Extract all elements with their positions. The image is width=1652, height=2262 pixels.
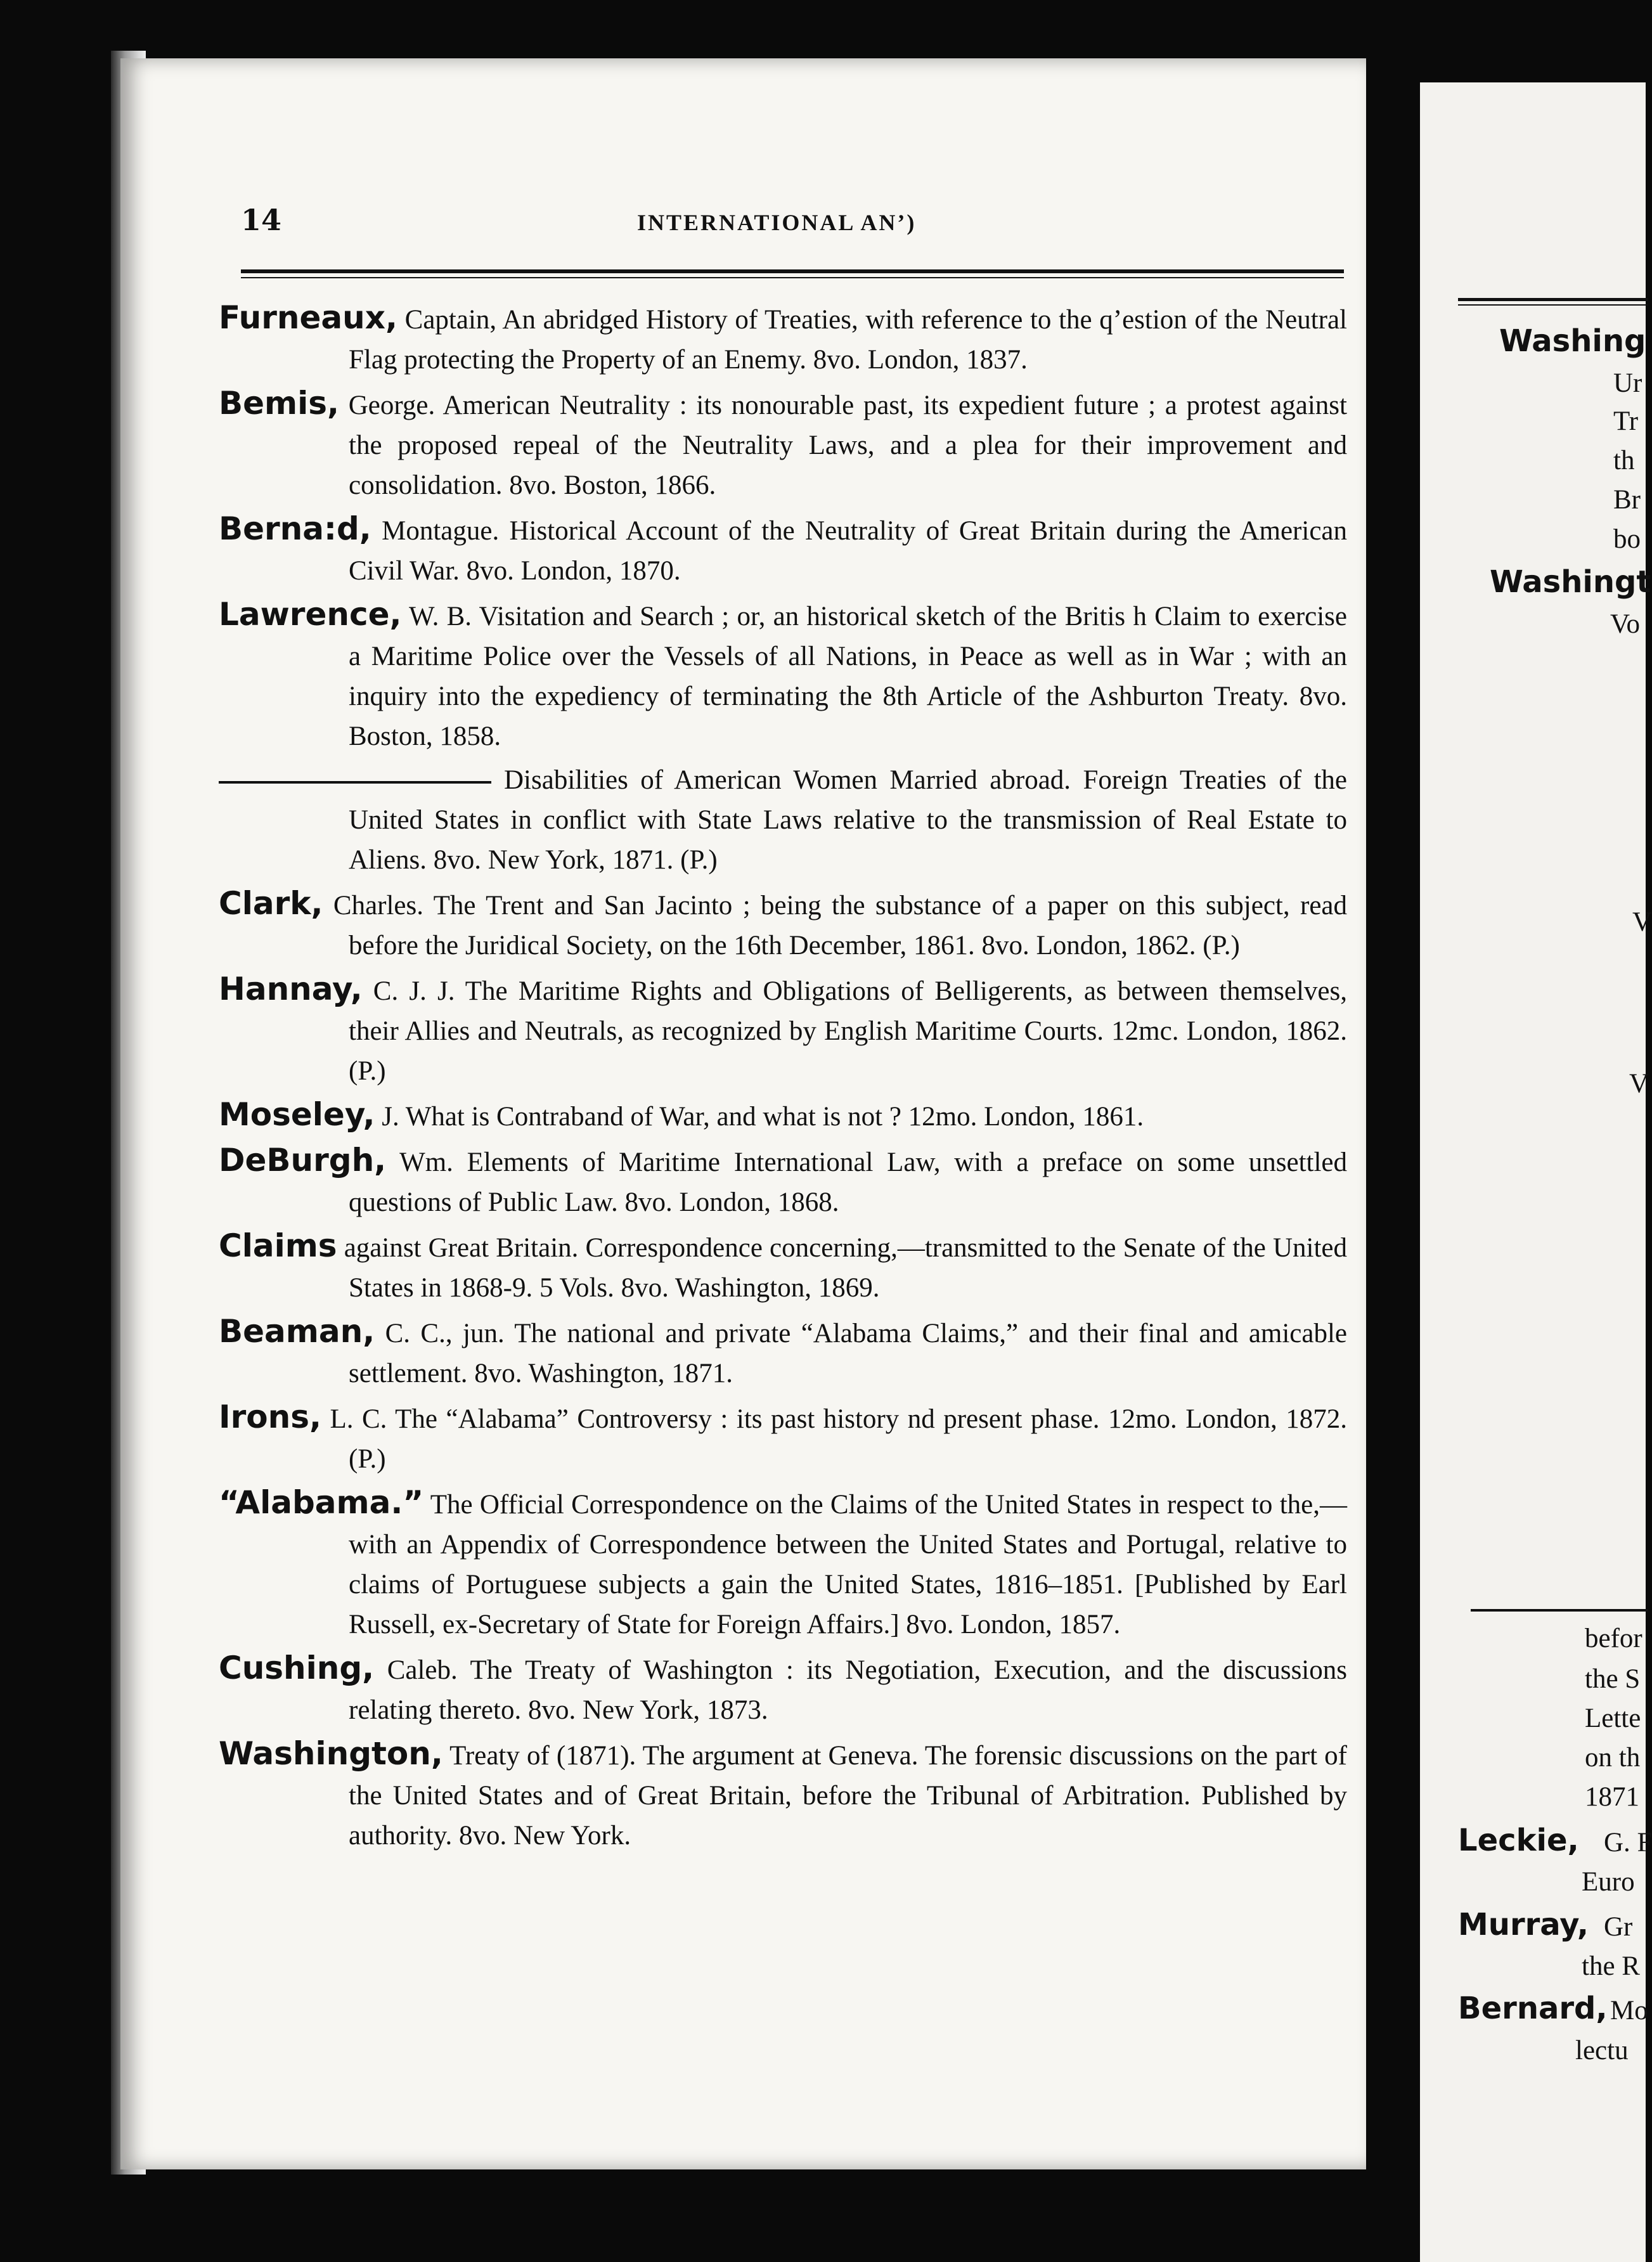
fragment: Br bbox=[1613, 485, 1641, 515]
bibliography-entry bbox=[219, 1483, 1347, 1645]
header-rule bbox=[241, 269, 1344, 273]
entry-author: Lawrence, bbox=[219, 596, 402, 633]
bibliography-entry bbox=[219, 1095, 1347, 1137]
entry-text: Disabilities of American Women Married abroad. Foreign Treaties of the United States in conflict with State Laws relative to the transmission of Real Estate to Aliens. 8vo. New York, 1871. (P.) bbox=[349, 765, 1347, 875]
bibliography-entry bbox=[219, 1397, 1347, 1479]
adjacent-header-rule-thin bbox=[1458, 304, 1648, 306]
entry-text: The Official Correspondence on the Claims of the United States in respect to the,—with an Appendix of Correspondence between the United States and Portugal, relative to claims of Portuguese subjects a gain the United States, 1816–1851. [Published by Earl Russell, ex-Secretary of State for Foreign Affairs.] 8vo. London, 1857. bbox=[349, 1490, 1347, 1639]
entry-text: Treaty of (1871). The argument at Geneva. The forensic discussions on the part of the United States and of Great Britain, before the Tribunal of Arbitration. Published by authority. 8vo. New York. bbox=[349, 1741, 1347, 1851]
bibliography-entry bbox=[219, 969, 1347, 1091]
entry-text: Captain, An abridged History of Treaties, with reference to the q’estion of the Neutral Flag protecting the Property of an Enemy. 8vo. London, 1837. bbox=[349, 305, 1347, 375]
bibliography-entry bbox=[219, 595, 1347, 756]
entry-author: Furneaux, bbox=[219, 299, 398, 336]
fragment: Lette bbox=[1585, 1703, 1641, 1733]
bibliography-entry bbox=[219, 1734, 1347, 1856]
bibliography-entry bbox=[219, 384, 1347, 505]
fragment: V bbox=[1632, 907, 1652, 937]
running-title: INTERNATIONAL AN’) bbox=[637, 210, 917, 235]
fragment: V bbox=[1629, 1069, 1649, 1099]
fragment: the S bbox=[1585, 1664, 1641, 1694]
bibliography-entry bbox=[219, 1648, 1347, 1730]
entry-author: Beaman, bbox=[219, 1313, 375, 1350]
entry-text: W. B. Visitation and Search ; or, an historical sketch of the Britis h Claim to exercise a Maritime Police over the Vessels of all Nations, in Peace as well as in War ; with an inquiry into the expediency of terminating the 8th Article of the Ashburton Treaty. 8vo. Boston, 1858. bbox=[349, 602, 1347, 751]
fragment: 1871 bbox=[1585, 1782, 1639, 1812]
entry-text: against Great Britain. Correspondence concerning,—transmitted to the Senate of the United States in 1868-9. 5 Vols. 8vo. Washington, 1869. bbox=[337, 1233, 1347, 1303]
entry-author: Berna:d, bbox=[219, 510, 371, 547]
entry-author: Moseley, bbox=[219, 1096, 375, 1133]
entry-author: Irons, bbox=[219, 1399, 321, 1435]
entry-text: George. American Neutrality : its nonourable past, its expedient future ; a protest against the proposed repeal of the Neutrality Laws, and a plea for their improvement and consolidation. 8vo. Boston, 1866. bbox=[339, 391, 1347, 500]
adjacent-ditto-rule bbox=[1471, 1609, 1648, 1612]
header-rule-thin bbox=[241, 277, 1344, 278]
fragment: Leckie, bbox=[1458, 1823, 1579, 1858]
fragment: G. F bbox=[1604, 1828, 1652, 1858]
fragment: Tr bbox=[1613, 406, 1639, 436]
fragment: Euro bbox=[1582, 1867, 1635, 1897]
bibliography-entry bbox=[219, 1226, 1347, 1308]
fragment: Gr bbox=[1604, 1912, 1633, 1942]
page-number: 14 bbox=[241, 203, 282, 237]
fragment: on th bbox=[1585, 1743, 1641, 1773]
ditto-dash bbox=[219, 781, 491, 784]
entry-text: C. J. J. The Maritime Rights and Obligations of Belligerents, as between themselves, their Allies and Neutrals, as recognized by English Maritime Courts. 12mc. London, 1862. (P.) bbox=[349, 976, 1347, 1086]
fragment: Vo bbox=[1610, 609, 1641, 639]
entry-author: “Alabama.” bbox=[219, 1484, 424, 1521]
fragment: the R bbox=[1582, 1951, 1640, 1981]
bibliography-entry bbox=[219, 1141, 1347, 1222]
adjacent-page bbox=[1420, 82, 1652, 2262]
fragment: Murray, bbox=[1458, 1907, 1589, 1942]
bibliography-entry bbox=[219, 884, 1347, 966]
entry-text: Caleb. The Treaty of Washington : its Negotiation, Execution, and the discussions relating thereto. 8vo. New York, 1873. bbox=[349, 1655, 1347, 1725]
entry-author: Washington, bbox=[219, 1735, 443, 1772]
entry-author: Claims bbox=[219, 1227, 337, 1264]
fragment: Washingt bbox=[1490, 564, 1651, 600]
adjacent-header-rule bbox=[1458, 298, 1648, 301]
bibliography-entry-ditto bbox=[219, 760, 1347, 880]
fragment: Mo bbox=[1610, 1996, 1648, 2026]
entry-text: Charles. The Trent and San Jacinto ; being the substance of a paper on this subject, read before the Juridical Society, on the 16th December, 1861. 8vo. London, 1862. (P.) bbox=[323, 891, 1347, 960]
entry-author: Bemis, bbox=[219, 385, 340, 422]
fragment: befor bbox=[1585, 1624, 1642, 1653]
fragment: Bernard, bbox=[1458, 1991, 1608, 2026]
entry-author: Clark, bbox=[219, 885, 323, 922]
entry-text: C. C., jun. The national and private “Alabama Claims,” and their final and amicable settlement. 8vo. Washington, 1871. bbox=[349, 1319, 1347, 1388]
fragment: lectu bbox=[1575, 2036, 1629, 2065]
fragment: bo bbox=[1613, 524, 1641, 554]
entry-author: Hannay, bbox=[219, 971, 363, 1007]
fragment: Washing bbox=[1499, 323, 1646, 359]
running-head bbox=[241, 203, 1344, 247]
entry-author: DeBurgh, bbox=[219, 1142, 387, 1179]
entry-text: J. What is Contraband of War, and what is not ? 12mo. London, 1861. bbox=[375, 1102, 1144, 1132]
bibliography-entry bbox=[219, 1312, 1347, 1393]
entry-text: Montague. Historical Account of the Neutrality of Great Britain during the American Civil War. 8vo. London, 1870. bbox=[349, 516, 1347, 586]
fragment: Ur bbox=[1613, 368, 1642, 398]
bibliography-entry bbox=[219, 298, 1347, 380]
page-gutter bbox=[1395, 76, 1423, 2262]
bibliography-list bbox=[219, 298, 1347, 1859]
bibliography-entry bbox=[219, 509, 1347, 591]
entry-author: Cushing, bbox=[219, 1650, 375, 1686]
entry-text: Wm. Elements of Maritime International Law, with a preface on some unsettled questions of Public Law. 8vo. London, 1868. bbox=[349, 1147, 1347, 1217]
entry-text: L. C. The “Alabama” Controversy : its past history nd present phase. 12mo. London, 1872. (P.) bbox=[321, 1404, 1347, 1474]
fragment: th bbox=[1613, 446, 1635, 475]
